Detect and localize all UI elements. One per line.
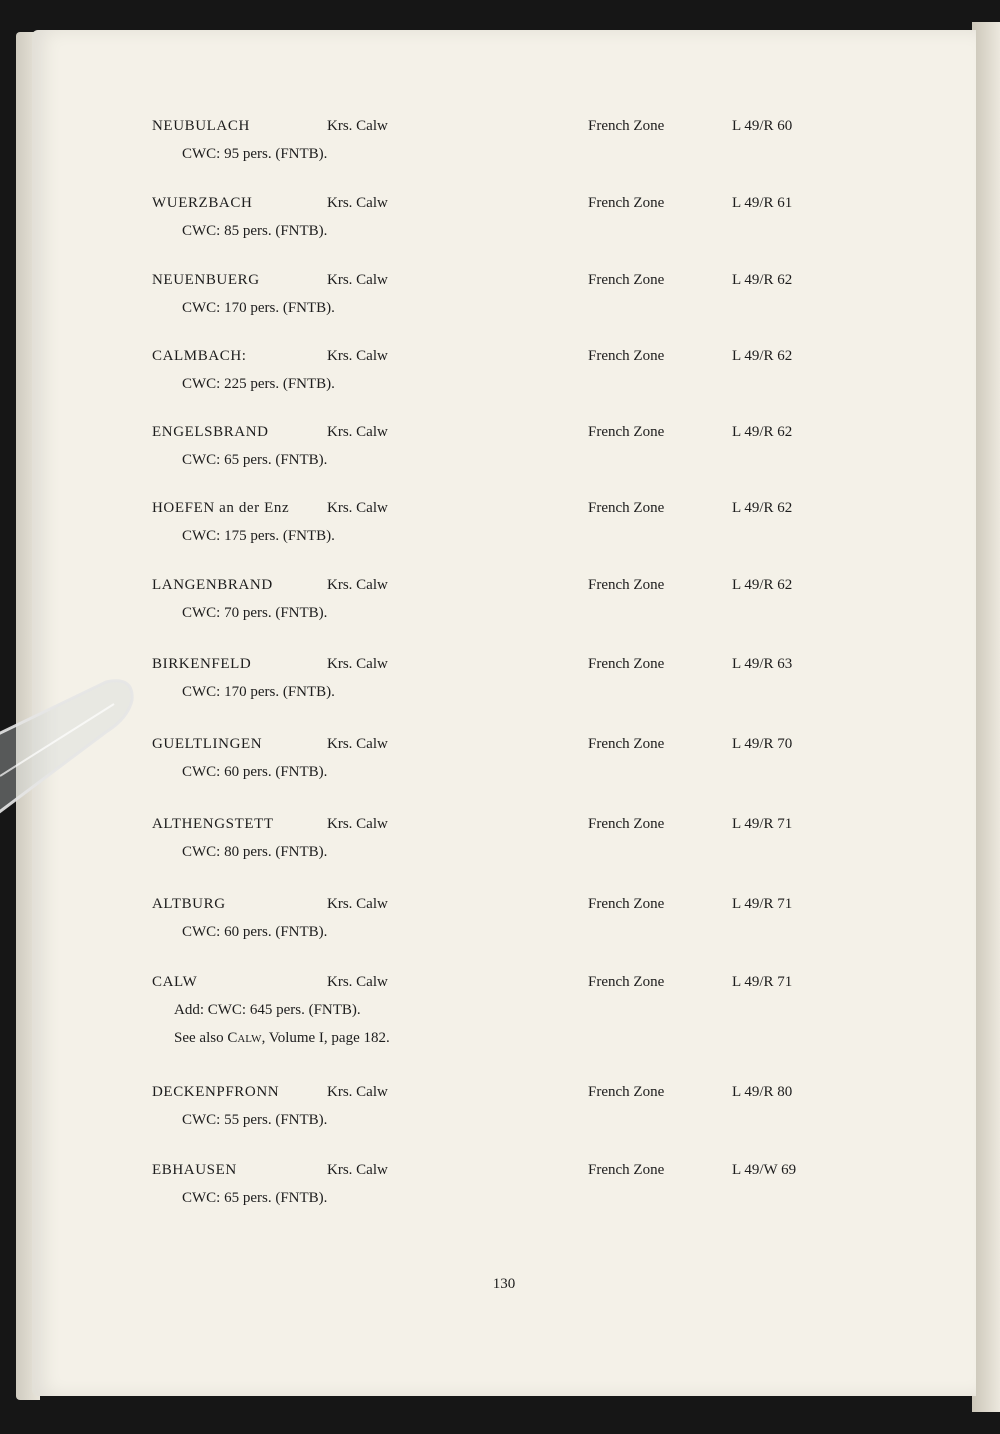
- entry-place: LANGENBRAND: [152, 577, 273, 593]
- entry-map-ref: L 49/R 62: [732, 348, 793, 364]
- entry-place: BIRKENFELD: [152, 656, 252, 672]
- entry-cwc: CWC: 70 pers. (FNTB).: [182, 605, 328, 621]
- entry-map-ref: L 49/R 71: [732, 974, 793, 990]
- entry-place: EBHAUSEN: [152, 1162, 237, 1178]
- entry-zone: French Zone: [588, 816, 665, 832]
- note-ref: Calw: [227, 1030, 262, 1046]
- entry-place: ALTBURG: [152, 896, 226, 912]
- entry-place: CALW: [152, 974, 198, 990]
- entry-kreis: Krs. Calw: [327, 272, 388, 288]
- entry-zone: French Zone: [588, 118, 665, 134]
- entry-cwc: CWC: 80 pers. (FNTB).: [182, 844, 328, 860]
- next-page-edge: [972, 22, 1000, 1412]
- entry-place: WUERZBACH: [152, 195, 253, 211]
- entry-zone: French Zone: [588, 974, 665, 990]
- entry-cwc: CWC: 60 pers. (FNTB).: [182, 764, 328, 780]
- entry-cwc: CWC: 170 pers. (FNTB).: [182, 300, 335, 316]
- entry-place: ENGELSBRAND: [152, 424, 269, 440]
- entry-kreis: Krs. Calw: [327, 424, 388, 440]
- entry-kreis: Krs. Calw: [327, 1084, 388, 1100]
- entry-kreis: Krs. Calw: [327, 500, 388, 516]
- entry-zone: French Zone: [588, 896, 665, 912]
- entry-cwc: CWC: 65 pers. (FNTB).: [182, 452, 328, 468]
- entry-cwc: CWC: 85 pers. (FNTB).: [182, 223, 328, 239]
- entry-cwc: CWC: 175 pers. (FNTB).: [182, 528, 335, 544]
- entry-zone: French Zone: [588, 272, 665, 288]
- entry-cwc: CWC: 60 pers. (FNTB).: [182, 924, 328, 940]
- entry-place: GUELTLINGEN: [152, 736, 263, 752]
- document-page: [32, 30, 976, 1396]
- entry-map-ref: L 49/R 62: [732, 272, 793, 288]
- note-suffix: , Volume I, page 182.: [261, 1030, 390, 1046]
- entry-kreis: Krs. Calw: [327, 195, 388, 211]
- entry-place: CALMBACH:: [152, 348, 247, 364]
- entry-kreis: Krs. Calw: [327, 348, 388, 364]
- entry-map-ref: L 49/W 69: [732, 1162, 797, 1178]
- entry-kreis: Krs. Calw: [327, 816, 388, 832]
- entry-map-ref: L 49/R 61: [732, 195, 793, 211]
- entry-map-ref: L 49/R 62: [732, 577, 793, 593]
- entry-place: NEUBULACH: [152, 118, 250, 134]
- entry-kreis: Krs. Calw: [327, 577, 388, 593]
- entry-map-ref: L 49/R 70: [732, 736, 793, 752]
- entry-map-ref: L 49/R 62: [732, 424, 793, 440]
- entry-place: NEUENBUERG: [152, 272, 260, 288]
- page-number: 130: [492, 1276, 516, 1292]
- entry-zone: French Zone: [588, 577, 665, 593]
- entry-map-ref: L 49/R 60: [732, 118, 793, 134]
- entry-zone: French Zone: [588, 656, 665, 672]
- entry-map-ref: L 49/R 80: [732, 1084, 793, 1100]
- entry-place: ALTHENGSTETT: [152, 816, 274, 832]
- entry-kreis: Krs. Calw: [327, 656, 388, 672]
- entry-zone: French Zone: [588, 736, 665, 752]
- entry-cwc: Add: CWC: 645 pers. (FNTB).: [174, 1002, 361, 1018]
- entry-cwc: CWC: 65 pers. (FNTB).: [182, 1190, 328, 1206]
- entry-zone: French Zone: [588, 1162, 665, 1178]
- entry-place: DECKENPFRONN: [152, 1084, 280, 1100]
- entry-map-ref: L 49/R 71: [732, 896, 793, 912]
- entry-kreis: Krs. Calw: [327, 118, 388, 134]
- entry-map-ref: L 49/R 62: [732, 500, 793, 516]
- entry-zone: French Zone: [588, 195, 665, 211]
- entry-cwc: CWC: 95 pers. (FNTB).: [182, 146, 328, 162]
- entry-zone: French Zone: [588, 348, 665, 364]
- entry-zone: French Zone: [588, 424, 665, 440]
- entry-kreis: Krs. Calw: [327, 736, 388, 752]
- entry-cwc: CWC: 170 pers. (FNTB).: [182, 684, 335, 700]
- entry-kreis: Krs. Calw: [327, 1162, 388, 1178]
- entry-kreis: Krs. Calw: [327, 896, 388, 912]
- entry-map-ref: L 49/R 63: [732, 656, 793, 672]
- entry-map-ref: L 49/R 71: [732, 816, 793, 832]
- entry-cwc: CWC: 225 pers. (FNTB).: [182, 376, 335, 392]
- entry-cwc: CWC: 55 pers. (FNTB).: [182, 1112, 328, 1128]
- entry-zone: French Zone: [588, 1084, 665, 1100]
- entry-cross-reference: [174, 1030, 390, 1047]
- plastic-clip-icon: [0, 676, 144, 836]
- entry-kreis: Krs. Calw: [327, 974, 388, 990]
- note-prefix: See also: [174, 1030, 228, 1046]
- entry-zone: French Zone: [588, 500, 665, 516]
- entry-place: HOEFEN an der Enz: [152, 500, 290, 516]
